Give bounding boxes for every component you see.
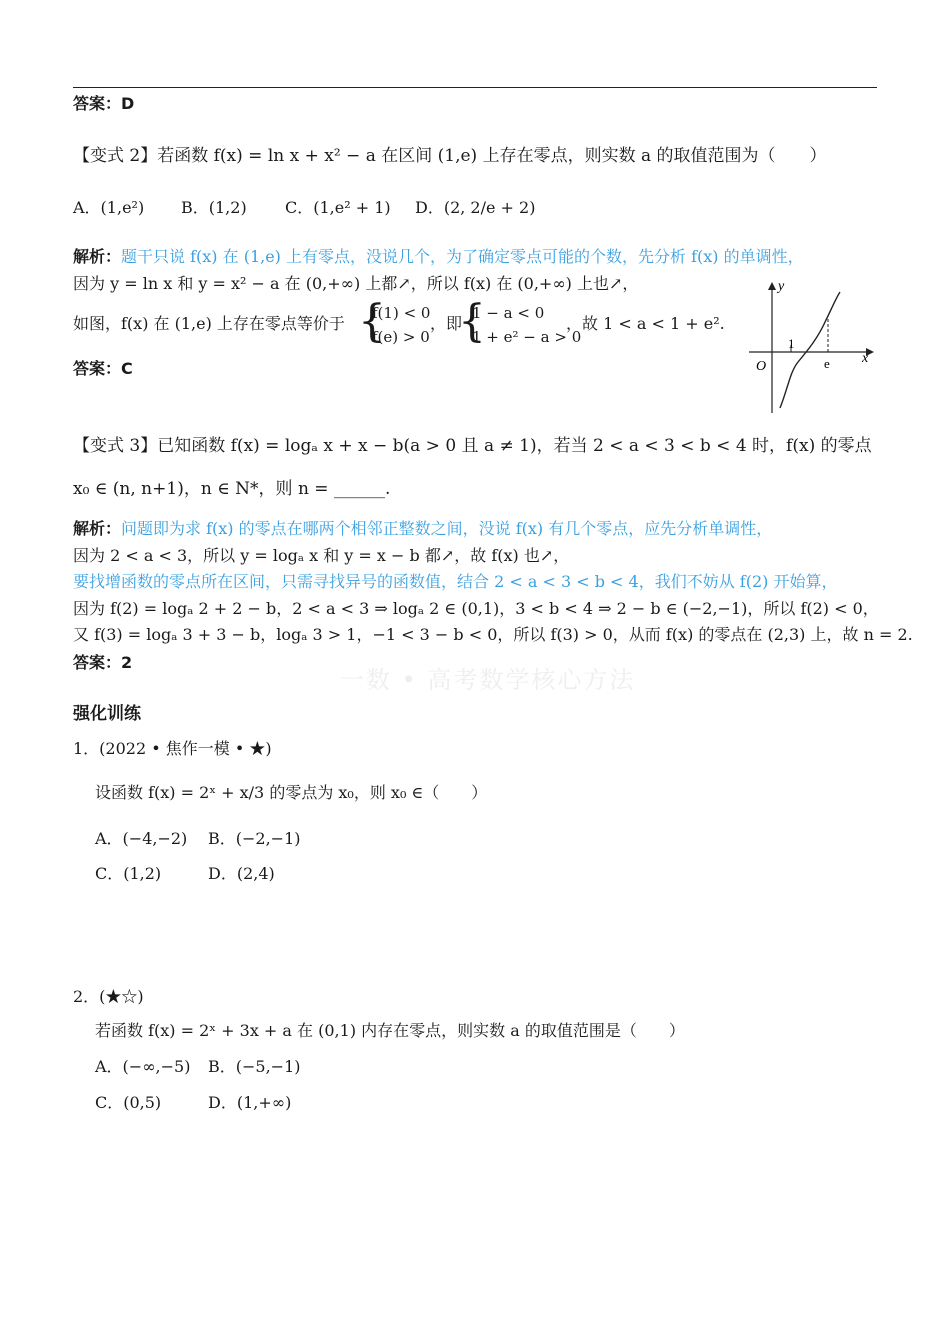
variant-3-stem-line-1: 【变式 3】已知函数 f(x) = logₐ x + x − b(a > 0 且 a ≠ 1)，若当 2 < a < 3 < b < 4 时，f(x) 的零点 bbox=[73, 436, 872, 456]
analysis-text: 题干只说 f(x) 在 (1,e) 上有零点，没说几个，为了确定零点可能的个数，先分析 f(x) 的单调性， bbox=[121, 247, 804, 266]
section-title: 强化训练 bbox=[73, 704, 141, 724]
q1-stem: 设函数 f(x) = 2ˣ + x/3 的零点为 x₀，则 x₀ ∈（ ） bbox=[95, 783, 488, 802]
q2-stem: 若函数 f(x) = 2ˣ + 3x + a 在 (0,1) 内存在零点，则实数 a 的取值范围是（ ） bbox=[95, 1021, 685, 1040]
y-axis-arrow bbox=[768, 282, 776, 290]
variant-2-analysis-line-3b: ，即 bbox=[430, 314, 463, 333]
system-1-row-2: f(e) > 0 bbox=[372, 328, 430, 346]
x-label: x bbox=[862, 351, 869, 366]
variant-3-analysis-line-5: 又 f(3) = logₐ 3 + 3 − b，logₐ 3 > 1，−1 < 3 − b < 0，所以 f(3) > 0，从而 f(x) 的零点在 (2,3) 上，故 n = 2. bbox=[73, 625, 913, 644]
function-graph bbox=[744, 280, 874, 415]
system-2-row-2: 1 + e² − a > 0 bbox=[472, 328, 582, 346]
watermark: 一数 • 高考数学核心方法 bbox=[340, 666, 636, 694]
variant-3-analysis-line-4: 因为 f(2) = logₐ 2 + 2 − b，2 < a < 3 ⇒ logₐ 2 ∈ (0,1)，3 < b < 4 ⇒ 2 − b ∈ (−2,−1)，所以 f(2) < 0， bbox=[73, 599, 879, 618]
variant-2-option-d: D．(2, 2/e + 2) bbox=[415, 198, 536, 217]
tick-1-label: 1 bbox=[788, 336, 795, 351]
analysis-text: 问题即为求 f(x) 的零点在哪两个相邻正整数之间，没说 f(x) 有几个零点，应先分析单调性， bbox=[121, 519, 773, 538]
variant-2-analysis-line-3c: ，故 1 < a < 1 + e². bbox=[566, 314, 725, 333]
variant-3-analysis-line-3: 要找增函数的零点所在区间，只需寻找异号的函数值，结合 2 < a < 3 < b < 4，我们不妨从 f(2) 开始算， bbox=[73, 572, 838, 591]
q2-option-d: D．(1,+∞) bbox=[208, 1093, 292, 1112]
variant-3-analysis-line-1 bbox=[73, 518, 772, 540]
q2-option-b: B．(−5,−1) bbox=[208, 1057, 301, 1076]
header-rule bbox=[73, 87, 877, 88]
q1-option-a: A．(−4,−2) bbox=[95, 829, 188, 848]
variant-2-option-c: C．(1,e² + 1) bbox=[285, 198, 391, 217]
tick-e-label: e bbox=[824, 356, 830, 371]
q2-tag: 2．(★☆) bbox=[73, 987, 144, 1006]
variant-2-option-b: B．(1,2) bbox=[181, 198, 247, 217]
variant-2-option-a: A．(1,e²) bbox=[73, 198, 145, 217]
q2-option-c: C．(0,5) bbox=[95, 1093, 162, 1112]
variant-2-answer: 答案：C bbox=[73, 359, 133, 378]
variant-3-answer: 答案：2 bbox=[73, 653, 133, 672]
variant-3-stem-line-2: x₀ ∈ (n, n+1)，n ∈ N*，则 n = ______. bbox=[73, 479, 391, 499]
variant-2-stem: 【变式 2】若函数 f(x) = ln x + x² − a 在区间 (1,e) 上存在零点，则实数 a 的取值范围为（ ） bbox=[73, 146, 827, 166]
q1-tag: 1．(2022 • 焦作一模 • ★) bbox=[73, 739, 272, 758]
y-label: y bbox=[778, 280, 785, 294]
variant-2-analysis-line-1 bbox=[73, 246, 804, 268]
answer-previous: 答案：D bbox=[73, 94, 135, 113]
variant-2-analysis-line-2: 因为 y = ln x 和 y = x² − a 在 (0,+∞) 上都↗，所以 f(x) 在 (0,+∞) 上也↗， bbox=[73, 274, 639, 293]
system-2-row-1: 1 − a < 0 bbox=[472, 304, 545, 322]
variant-2-analysis-line-3a: 如图，f(x) 在 (1,e) 上存在零点等价于 bbox=[73, 314, 345, 333]
variant-3-analysis-line-2: 因为 2 < a < 3，所以 y = logₐ x 和 y = x − b 都↗，故 f(x) 也↗， bbox=[73, 546, 570, 565]
q2-option-a: A．(−∞,−5) bbox=[95, 1057, 191, 1076]
brace-left-2: { bbox=[458, 296, 486, 347]
q1-option-c: C．(1,2) bbox=[95, 864, 162, 883]
analysis-label: 解析： bbox=[73, 519, 122, 538]
system-1-row-1: f(1) < 0 bbox=[372, 304, 431, 322]
q1-option-d: D．(2,4) bbox=[208, 864, 275, 883]
origin-label: O bbox=[756, 359, 767, 374]
analysis-label: 解析： bbox=[73, 247, 122, 266]
q1-option-b: B．(−2,−1) bbox=[208, 829, 301, 848]
brace-left-1: { bbox=[358, 296, 386, 347]
